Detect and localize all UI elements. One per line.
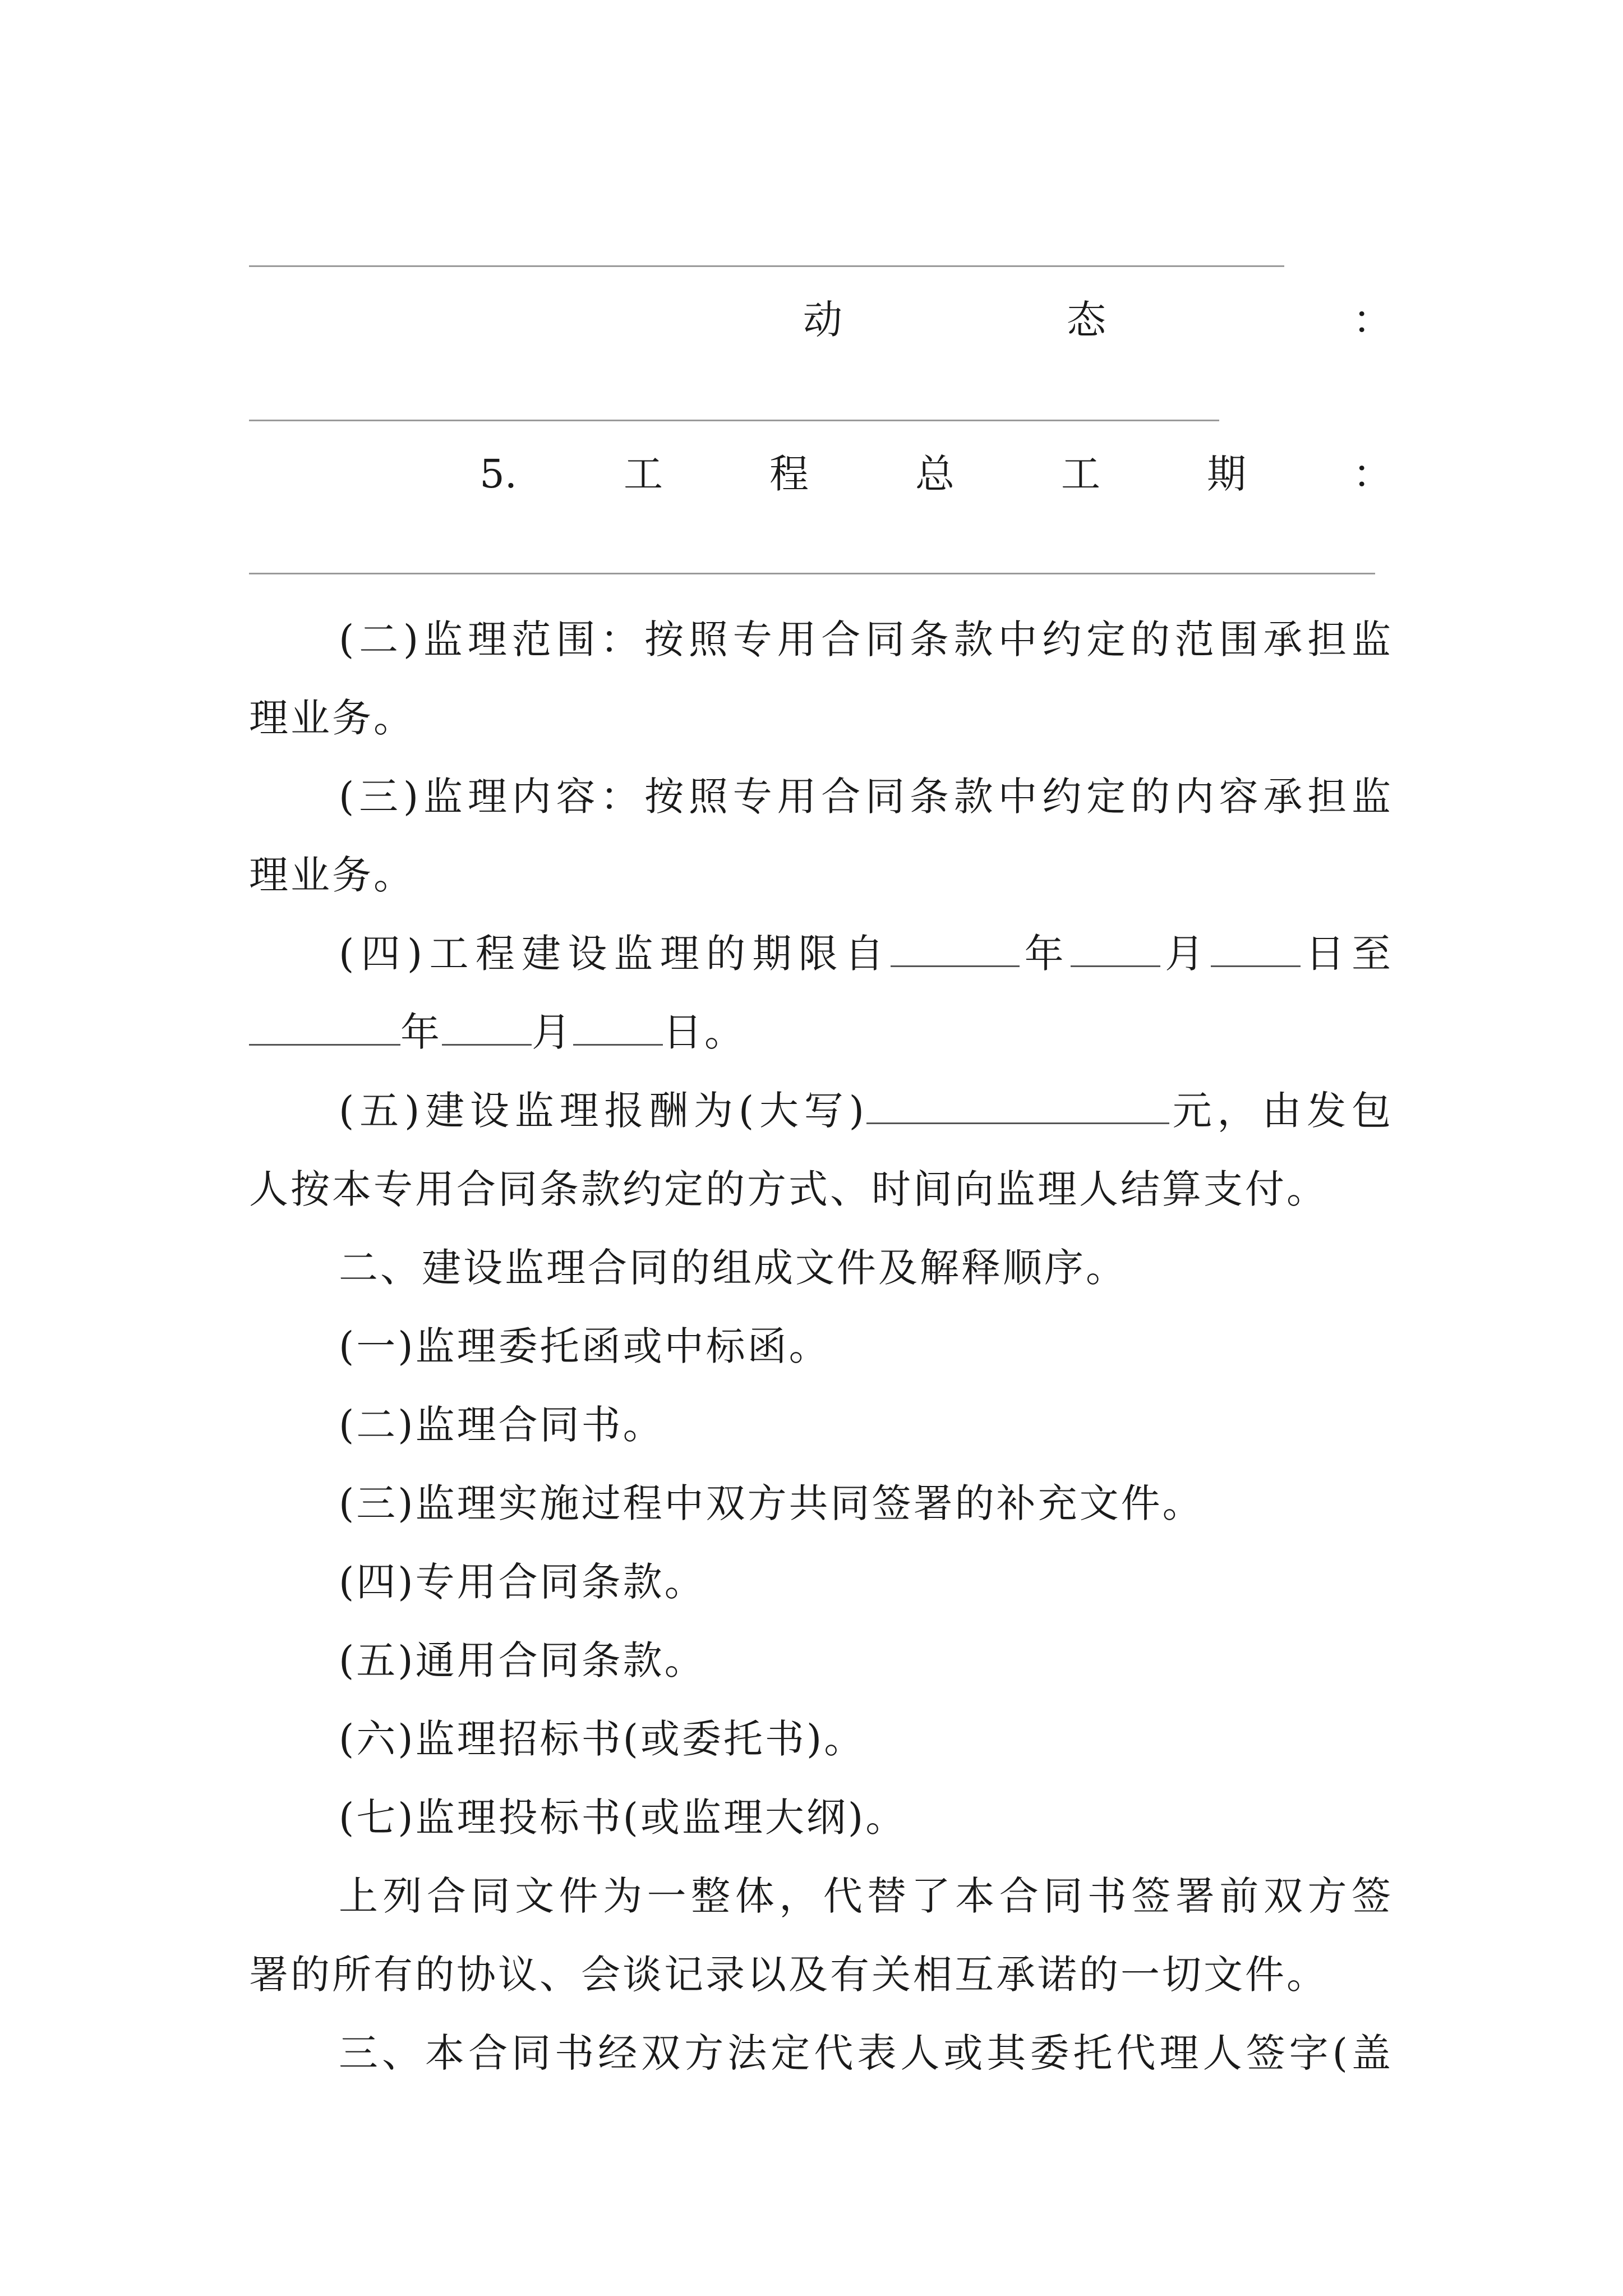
term-year: 年 — [400, 1009, 442, 1055]
clause-fee-line1 — [249, 1071, 1393, 1150]
term-month: 月 — [532, 1009, 573, 1055]
clause-scope-line2: 理业务。 — [249, 695, 415, 741]
contract-body — [249, 600, 1393, 2092]
fill-in-line — [249, 573, 1375, 574]
term-year: 年 — [1020, 931, 1071, 977]
label-char: 态 — [1067, 297, 1106, 343]
label-char: 动 — [803, 297, 842, 343]
section2-heading: 二、建设监理合同的组成文件及解释顺序。 — [339, 1245, 1127, 1291]
fee-suffix: 元，由发包 — [1169, 1088, 1393, 1134]
field-dynamic-label — [249, 292, 1392, 348]
fill-in-line — [249, 420, 1219, 421]
section2-summary-line2: 署的所有的协议、会谈记录以及有关相互承诺的一切文件。 — [249, 1952, 1328, 1998]
fill-in-line — [249, 265, 1284, 267]
section2-item: (七)监理投标书(或监理大纲)。 — [339, 1795, 907, 1841]
label-char: 工 — [624, 451, 663, 497]
blank-year — [249, 1005, 400, 1046]
term-day: 日。 — [663, 1009, 746, 1055]
label-colon: ： — [1353, 297, 1392, 343]
section3-line1: 三、本合同书经双方法定代表人或其委托代理人签字(盖 — [339, 2030, 1393, 2076]
field-total-period-label — [249, 446, 1392, 502]
label-char: 期 — [1207, 451, 1246, 497]
section2-item: (二)监理合同书。 — [339, 1402, 665, 1448]
section2-item: (四)专用合同条款。 — [339, 1559, 706, 1605]
label-colon: ： — [1353, 451, 1392, 497]
section2-item: (五)通用合同条款。 — [339, 1637, 706, 1683]
clause-term-line2 — [249, 993, 1393, 1071]
blank-month — [1071, 926, 1160, 967]
clause-fee-line2: 人按本专用合同条款约定的方式、时间向监理人结算支付。 — [249, 1166, 1328, 1212]
clause-content-line1: (三)监理内容：按照专用合同条款中约定的内容承担监 — [339, 774, 1393, 820]
term-day-to: 日至 — [1301, 931, 1394, 977]
section2-item: (一)监理委托函或中标函。 — [339, 1323, 831, 1369]
blank-fee-amount — [866, 1083, 1169, 1124]
blank-day — [573, 1005, 663, 1046]
term-prefix: (四)工程建设监理的期限自 — [339, 931, 891, 977]
blank-day — [1211, 926, 1301, 967]
clause-term-line1 — [249, 914, 1393, 993]
section2-summary-line1: 上列合同文件为一整体，代替了本合同书签署前双方签 — [339, 1873, 1393, 1919]
label-char: 工 — [1061, 451, 1100, 497]
section2-item: (三)监理实施过程中双方共同签署的补充文件。 — [339, 1480, 1204, 1526]
label-char: 总 — [915, 451, 955, 497]
label-char: 程 — [769, 451, 809, 497]
clause-content-line2: 理业务。 — [249, 852, 415, 898]
blank-month — [442, 1005, 532, 1046]
fee-prefix: (五)建设监理报酬为(大写) — [339, 1088, 866, 1134]
clause-scope-line1: (二)监理范围：按照专用合同条款中约定的范围承担监 — [339, 616, 1393, 662]
term-month: 月 — [1160, 931, 1211, 977]
blank-year — [891, 926, 1020, 967]
label-number: 5. — [479, 451, 517, 497]
section2-item: (六)监理招标书(或委托书)。 — [339, 1716, 866, 1762]
